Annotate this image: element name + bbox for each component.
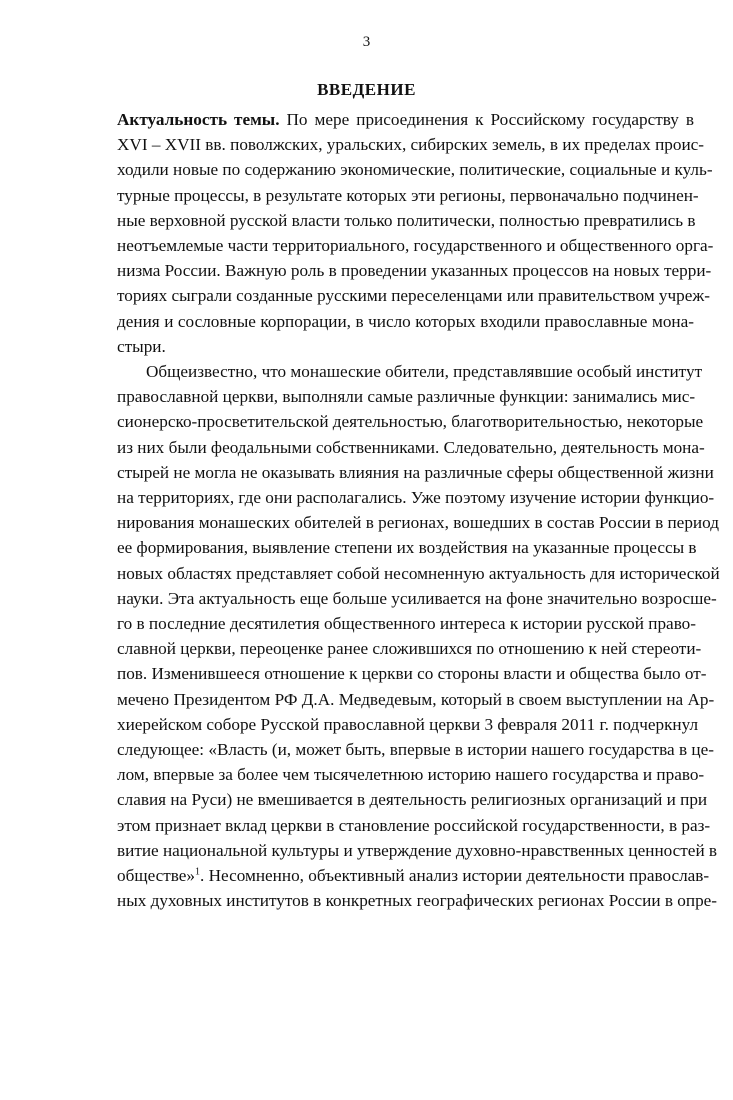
- text-line: [117, 863, 710, 888]
- footnote-reference[interactable]: 1: [195, 866, 201, 878]
- text-line: ее формирования, выявление степени их воздействия на указанные процессы в: [117, 538, 697, 558]
- text-line: ные верховной русской власти только политически, полностью превратились в: [117, 210, 696, 230]
- paragraph-monasteries: [117, 359, 720, 913]
- text-line: нирования монашеских обителей в регионах, вошедших в состав России в период: [117, 513, 719, 533]
- text-line: мечено Президентом РФ Д.А. Медведевым, который в своем выступлении на Ар-: [117, 689, 715, 709]
- text-line: низма России. Важную роль в проведении указанных процессов на новых терри-: [117, 261, 712, 281]
- text-line: XVI – XVII вв. поволжских, уральских, сибирских земель, в их пределах проис-: [117, 135, 705, 155]
- text-line: пов. Изменившееся отношение к церкви со стороны власти и общества было от-: [117, 664, 707, 684]
- text-line: сионерско-просветительской деятельностью, благотворительностью, некоторые: [117, 412, 704, 432]
- text-line: науки. Эта актуальность еще больше усиливается на фоне значительно возросше-: [117, 588, 717, 608]
- text-line: этом признает вклад церкви в становление российской государственности, в раз-: [117, 815, 711, 835]
- lead-phrase: Актуальность темы.: [117, 110, 280, 129]
- body-text: [117, 107, 720, 914]
- text-line: ториях сыграли созданные русскими переселенцами или правительством учреж-: [117, 286, 710, 306]
- text-line: [117, 107, 694, 132]
- paragraph-relevance: [117, 107, 714, 359]
- text-line: стырей не могла не оказывать влияния на различные сферы общественной жизни: [117, 462, 714, 482]
- text-line: славной церкви, переоценке ранее сложившихся по отношению к ней стереоти-: [117, 639, 702, 659]
- text-line: новых областях представляет собой несомненную актуальность для исторической: [117, 563, 720, 583]
- text-line: дения и сословные корпорации, в число которых входили православные мона-: [117, 311, 694, 331]
- text-line: лом, впервые за более чем тысячелетнюю историю нашего государства и право-: [117, 765, 705, 785]
- text-line: славия на Руси) не вмешивается в деятельность религиозных организаций и при: [117, 790, 708, 810]
- section-heading: ВВЕДЕНИЕ: [317, 80, 416, 99]
- text-line: стыри.: [117, 336, 166, 356]
- text-line: го в последние десятилетия общественного интереса к истории русской право-: [117, 614, 697, 634]
- text-line: Общеизвестно, что монашеские обители, представлявшие особый институт: [146, 362, 703, 382]
- text-line: ходили новые по содержанию экономические, политические, социальные и куль-: [117, 160, 713, 180]
- text-fragment: По мере присоединения к Российскому государству в: [279, 110, 695, 129]
- text-line: турные процессы, в результате которых эти регионы, первоначально подчинен-: [117, 185, 699, 205]
- text-line: хиерейском соборе Русской православной церкви 3 февраля 2011 г. подчеркнул: [117, 714, 699, 734]
- text-line: витие национальной культуры и утверждение духовно-нравственных ценностей в: [117, 840, 718, 860]
- text-line: на территориях, где они располагались. Уже поэтому изучение истории функцио-: [117, 488, 715, 508]
- page-number: 3: [362, 34, 371, 50]
- text-fragment: обществе»: [117, 866, 196, 886]
- text-line: православной церкви, выполняли самые различные функции: занимались мис-: [117, 387, 696, 407]
- text-line: из них были феодальными собственниками. Следовательно, деятельность мона-: [117, 437, 705, 457]
- text-fragment: . Несомненно, объективный анализ истории деятельности православ-: [200, 866, 710, 886]
- text-line: следующее: «Власть (и, может быть, впервые в истории нашего государства в це-: [117, 740, 714, 760]
- text-line: ных духовных институтов в конкретных географических регионах России в опре-: [117, 891, 718, 911]
- text-line: неотъемлемые части территориального, государственного и общественного орга-: [117, 236, 714, 256]
